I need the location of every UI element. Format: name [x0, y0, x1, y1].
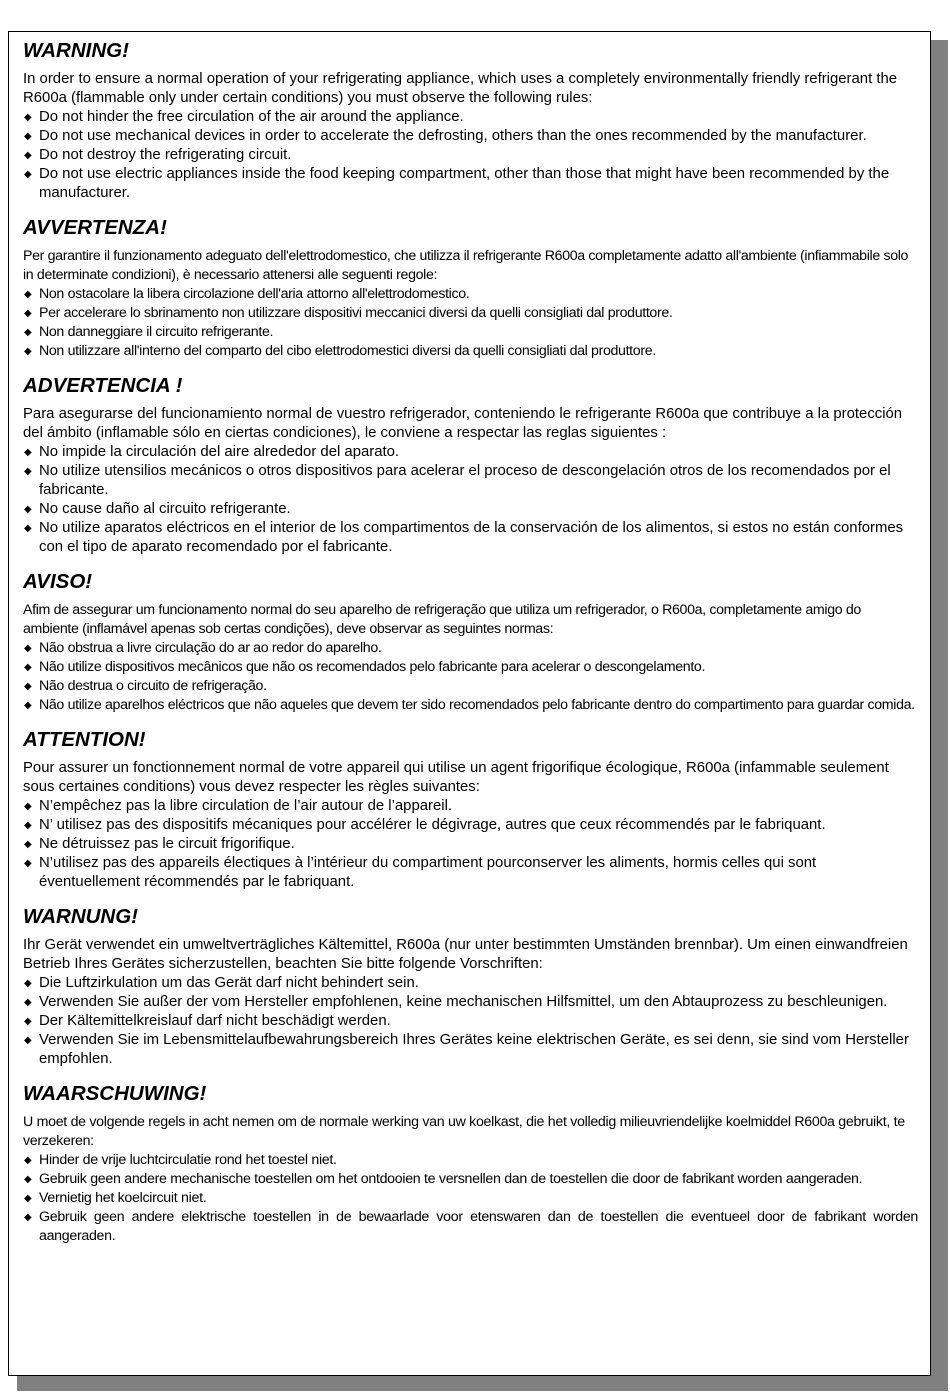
list-item [23, 165, 918, 203]
diamond-bullet-icon: ◆ [24, 1155, 32, 1166]
diamond-bullet-icon: ◆ [24, 327, 32, 338]
list-item [23, 1189, 918, 1208]
rule-text: No utilize aparatos eléctricos en el interior de los compartimentos de la conservación de los alimentos, si estos no están conformes con el tipo de aparato recomendado por el fabricante. [39, 520, 904, 555]
section-heading: AVVERTENZA! [23, 216, 167, 239]
rule-text: Gebruik geen andere mechanische toestellen om het ontdooien te versnellen dan de toestellen die door de fabrikant worden aangeraden. [39, 1171, 863, 1187]
list-item [23, 974, 918, 993]
rule-text: Hinder de vrije luchtcirculatie rond het toestel niet. [39, 1152, 337, 1168]
rule-text: Verwenden Sie außer der vom Hersteller empfohlenen, keine mechanischen Hilfsmittel, um den Abtauprozess zu beschleunigen. [39, 994, 888, 1010]
rule-text: Gebruik geen andere elektrische toestellen in de bewaarlade voor etenswaren dan de toestellen die eventueel door de fabrikant worden aangeraden. [39, 1209, 918, 1244]
rule-text: Vernietig het koelcircuit niet. [39, 1190, 207, 1206]
section-heading: ATTENTION! [23, 728, 146, 751]
diamond-bullet-icon: ◆ [24, 504, 32, 515]
list-item [23, 285, 918, 304]
rules-list [23, 108, 918, 203]
diamond-bullet-icon: ◆ [24, 346, 32, 357]
rule-text: No impide la circulación del aire alrededor del aparato. [39, 444, 400, 460]
list-item [23, 342, 918, 361]
list-item [23, 639, 918, 658]
diamond-bullet-icon: ◆ [24, 150, 32, 161]
list-item [23, 677, 918, 696]
list-item [23, 304, 918, 323]
diamond-bullet-icon: ◆ [24, 169, 32, 180]
section-intro: Para asegurarse del funcionamiento normal de vuestro refrigerador, conteniendo le refrigerante R600a que contribuye a la protección del ámbito (inflamable sólo en ciertas condiciones), le conviene a respectar las reglas siguientes : [23, 406, 903, 441]
list-item [23, 993, 918, 1012]
rules-list [23, 1151, 918, 1246]
section-intro: Ihr Gerät verwendet ein umweltverträgliches Kältemittel, R600a (nur unter bestimmten Umständen brennbar). Um einen einwandfreien Betrieb Ihres Gerätes sicherzustellen, beachten Sie bitte folgende Vorschriften: [23, 937, 908, 972]
diamond-bullet-icon: ◆ [24, 131, 32, 142]
rule-text: Não destrua o circuito de refrigeração. [39, 678, 267, 694]
list-item [23, 1012, 918, 1031]
rule-text: Do not hinder the free circulation of the air around the appliance. [39, 109, 464, 125]
rule-text: No utilize utensilios mecánicos o otros dispositivos para acelerar el proceso de descongelación otros de los recomendados por el fabricante. [39, 463, 891, 498]
rule-text: Per accelerare lo sbrinamento non utilizzare dispositivi meccanici diversi da quelli consigliati dal produttore. [39, 305, 673, 321]
section-english [23, 38, 918, 203]
diamond-bullet-icon: ◆ [24, 662, 32, 673]
list-item [23, 658, 918, 677]
list-item [23, 797, 918, 816]
rules-list [23, 797, 918, 892]
diamond-bullet-icon: ◆ [24, 1174, 32, 1185]
diamond-bullet-icon: ◆ [24, 466, 32, 477]
section-heading: WAARSCHUWING! [23, 1082, 207, 1105]
diamond-bullet-icon: ◆ [24, 801, 32, 812]
diamond-bullet-icon: ◆ [24, 447, 32, 458]
diamond-bullet-icon: ◆ [24, 289, 32, 300]
rule-text: Do not use electric appliances inside the food keeping compartment, other than those that might have been recommended by the manufacturer. [39, 166, 890, 201]
section-portuguese [23, 569, 918, 715]
rule-text: Non danneggiare il circuito refrigerante. [39, 324, 274, 340]
section-intro: Per garantire il funzionamento adeguato dell'elettrodomestico, che utilizza il refrigerante R600a completamente adatto all'ambiente (infiammabile solo in determinate condizioni), è necessario attenersi alle seguenti regole: [23, 248, 909, 283]
diamond-bullet-icon: ◆ [24, 643, 32, 654]
list-item [23, 1208, 918, 1246]
section-heading: AVISO! [23, 570, 93, 593]
diamond-bullet-icon: ◆ [24, 1035, 32, 1046]
diamond-bullet-icon: ◆ [24, 997, 32, 1008]
diamond-bullet-icon: ◆ [24, 1193, 32, 1204]
list-item [23, 816, 918, 835]
warning-box [8, 31, 931, 1376]
section-french [23, 727, 918, 892]
rule-text: Não utilize dispositivos mecânicos que não os recomendados pelo fabricante para acelerar o descongelamento. [39, 659, 706, 675]
rules-list [23, 285, 918, 361]
rule-text: N’ utilisez pas des dispositifs mécaniques pour accélérer le dégivrage, autres que ceux récommendés par le fabriquant. [39, 817, 826, 833]
rule-text: Non ostacolare la libera circolazione dell'aria attorno all'elettrodomestico. [39, 286, 470, 302]
list-item [23, 500, 918, 519]
list-item [23, 835, 918, 854]
section-intro: Pour assurer un fonctionnement normal de votre appareil qui utilise un agent frigorifique écologique, R600a (infammable seulement sous certaines conditions) vous devez respecter les règles suivantes: [23, 760, 889, 795]
list-item [23, 443, 918, 462]
rules-list [23, 974, 918, 1069]
diamond-bullet-icon: ◆ [24, 700, 32, 711]
section-intro: In order to ensure a normal operation of your refrigerating appliance, which uses a completely environmentally friendly refrigerant the R600a (flammable only under certain conditions) you must observe the following rules: [23, 71, 898, 106]
section-heading: WARNING! [23, 39, 129, 62]
list-item [23, 108, 918, 127]
list-item [23, 146, 918, 165]
section-heading: ADVERTENCIA ! [23, 374, 183, 397]
diamond-bullet-icon: ◆ [24, 1212, 32, 1223]
list-item [23, 323, 918, 342]
rule-text: N’utilisez pas des appareils électiques à l’intérieur du compartiment pourconserver les aliments, hormis celles qui sont éventuellement récommendés par le fabriquant. [39, 855, 817, 890]
rule-text: Verwenden Sie im Lebensmittelaufbewahrungsbereich Ihres Gerätes keine elektrischen Geräte, es sei denn, sie sind vom Hersteller empfohlen. [39, 1032, 909, 1067]
list-item [23, 519, 918, 557]
diamond-bullet-icon: ◆ [24, 308, 32, 319]
section-intro: U moet de volgende regels in acht nemen om de normale werking van uw koelkast, die het volledig milieuvriendelijke koelmiddel R600a gebruikt, te verzekeren: [23, 1114, 905, 1149]
list-item [23, 1031, 918, 1069]
rules-list [23, 443, 918, 557]
rule-text: Der Kältemittelkreislauf darf nicht beschädigt werden. [39, 1013, 391, 1029]
rule-text: Não obstrua a livre circulação do ar ao redor do aparelho. [39, 640, 382, 656]
rule-text: Do not use mechanical devices in order to accelerate the defrosting, others than the ones recommended by the manufacturer. [39, 128, 867, 144]
section-heading: WARNUNG! [23, 905, 139, 928]
diamond-bullet-icon: ◆ [24, 820, 32, 831]
diamond-bullet-icon: ◆ [24, 839, 32, 850]
diamond-bullet-icon: ◆ [24, 112, 32, 123]
list-item [23, 462, 918, 500]
list-item [23, 854, 918, 892]
section-dutch [23, 1081, 918, 1246]
rules-list [23, 639, 918, 715]
rule-text: N’empêchez pas la libre circulation de l’air autour de l’appareil. [39, 798, 453, 814]
section-intro: Afim de assegurar um funcionamento normal do seu aparelho de refrigeração que utiliza um refrigerador, o R600a, completamente amigo do ambiente (inflamável apenas sob certas condições), deve observar as seguintes normas: [23, 602, 861, 637]
diamond-bullet-icon: ◆ [24, 978, 32, 989]
section-german [23, 904, 918, 1069]
list-item [23, 1170, 918, 1189]
list-item [23, 696, 918, 715]
diamond-bullet-icon: ◆ [24, 523, 32, 534]
rule-text: Do not destroy the refrigerating circuit. [39, 147, 292, 163]
diamond-bullet-icon: ◆ [24, 1016, 32, 1027]
diamond-bullet-icon: ◆ [24, 858, 32, 869]
list-item [23, 127, 918, 146]
rule-text: Não utilize aparelhos eléctricos que não aqueles que devem ter sido recomendados pelo fabricante dentro do compartimento para guardar comida. [39, 697, 915, 713]
rule-text: Ne détruissez pas le circuit frigorifique. [39, 836, 295, 852]
list-item [23, 1151, 918, 1170]
rule-text: Die Luftzirkulation um das Gerät darf nicht behindert sein. [39, 975, 419, 991]
section-italian [23, 215, 918, 361]
section-spanish [23, 373, 918, 557]
rule-text: Non utilizzare all'interno del comparto del cibo elettrodomestici diversi da quelli consigliati dal produttore. [39, 343, 656, 359]
diamond-bullet-icon: ◆ [24, 681, 32, 692]
rule-text: No cause daño al circuito refrigerante. [39, 501, 291, 517]
